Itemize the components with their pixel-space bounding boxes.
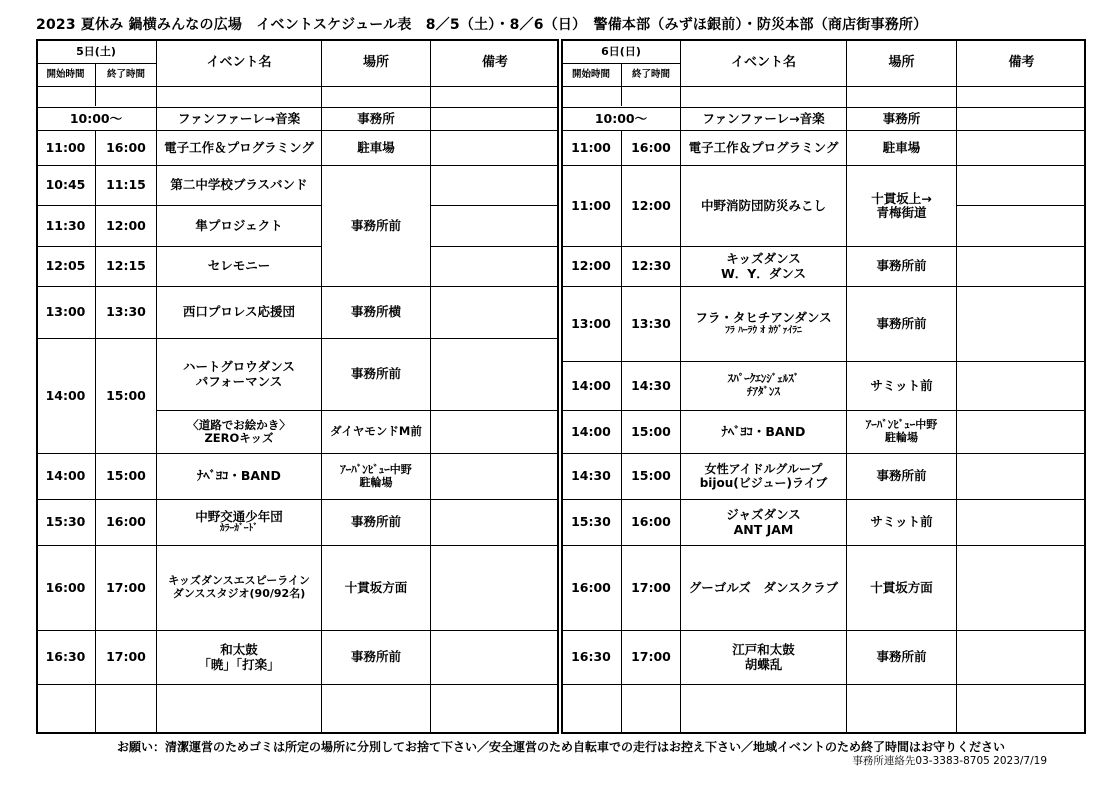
grid-line [430, 205, 559, 206]
end-cell: 11:15 [106, 177, 146, 193]
event-subname: ｶﾗｰｶﾞｰﾄﾞ [219, 523, 258, 535]
event-name: フラ・タヒチアンダンス [695, 310, 832, 326]
start-cell: 11:00 [571, 197, 611, 213]
footer-contact: 事務所連絡先03-3383-8705 2023/7/19 [852, 755, 1047, 767]
start-cell: 15:30 [571, 514, 611, 530]
place-cell: 十貫坂上→ 青梅街道 [871, 190, 932, 220]
start-cell: 13:00 [571, 315, 611, 331]
place-cell: 事務所前 [350, 366, 401, 382]
place-cell: サミット前 [870, 377, 933, 393]
grid-line [561, 86, 1086, 87]
end-cell: 17:00 [631, 579, 671, 595]
place-cell: 事務所 [357, 110, 395, 126]
start-time-header: 開始時間 [571, 68, 610, 80]
event-cell: 電子工作＆プログラミング [688, 139, 839, 155]
start-cell: 16:30 [571, 649, 611, 665]
end-cell: 12:30 [631, 258, 671, 274]
end-cell: 12:00 [106, 217, 146, 233]
event-cell: キッズダンス W．Y．ダンス [720, 251, 807, 281]
event-cell: 電子工作＆プログラミング [164, 139, 314, 155]
schedule-title: 2023 夏休み 鍋横みんなの広場 イベントスケジュール表 8／5（土）・8／6（日） 警備本部（みずほ銀前）・防災本部（商店街事務所） [36, 17, 928, 33]
start-cell: 14:00 [571, 423, 611, 439]
end-cell: 13:30 [631, 315, 671, 331]
start-cell: 11:00 [45, 139, 86, 155]
time-cell: 10:00～ [594, 110, 648, 126]
end-cell: 17:00 [631, 649, 671, 665]
end-cell: 15:00 [631, 423, 671, 439]
place-header: 場所 [888, 55, 915, 71]
event-cell: 女性アイドルグループ bijou(ビジュー)ライブ [699, 461, 828, 490]
event-cell: 中野消防団防災みこし [700, 197, 826, 213]
event-cell: ﾅﾍﾞﾖｺ・BAND [197, 468, 281, 484]
grid-line [621, 87, 622, 106]
end-cell: 15:00 [106, 387, 146, 403]
place-cell: 事務所前 [876, 649, 927, 665]
start-cell: 11:30 [45, 217, 86, 233]
note-header: 備考 [1008, 55, 1035, 71]
end-cell: 16:00 [631, 139, 671, 155]
event-cell: セレモニー [207, 258, 271, 274]
end-cell: 12:15 [106, 258, 146, 274]
event-name: 中野交通少年団 [195, 508, 283, 524]
place-cell: 駐車場 [882, 139, 921, 155]
start-cell: 12:00 [571, 258, 611, 274]
grid-line [430, 246, 559, 247]
day5-header: 5日(土) [76, 44, 116, 58]
event-cell: 隼プロジェクト [195, 217, 283, 233]
place-cell: サミット前 [870, 514, 933, 530]
footer-request-note: お願い：清潔運営のためゴミは所定の場所に分別してお捨て下さい／安全運営のため自転車での走行はお控え下さい／地域イベントのため終了時間はお守りください [116, 740, 1005, 754]
start-cell: 16:30 [45, 649, 86, 665]
start-time-header: 開始時間 [46, 68, 85, 80]
place-cell: 十貫坂方面 [344, 579, 408, 595]
place-cell: ダイヤモンドM前 [330, 424, 422, 439]
start-cell: 14:00 [45, 468, 86, 484]
time-cell: 10:00～ [69, 110, 123, 126]
event-name-header: イベント名 [730, 55, 796, 71]
start-cell: 14:00 [45, 387, 86, 403]
event-cell: ジャズダンス ANT JAM [726, 507, 801, 537]
event-cell: ハートグロウダンス パフォーマンス [183, 359, 295, 389]
event-name-header: イベント名 [206, 55, 272, 71]
grid-line [95, 87, 96, 106]
day6-header: 6日(日) [601, 44, 641, 58]
end-time-header: 終了時間 [106, 68, 145, 80]
place-cell: ｱｰﾊﾞﾝﾋﾞｭｰ中野 駐輪場 [340, 462, 412, 489]
end-cell: 13:30 [106, 304, 146, 320]
place-header: 場所 [362, 55, 389, 71]
end-cell: 14:30 [631, 377, 671, 393]
end-cell: 16:00 [106, 139, 146, 155]
end-cell: 16:00 [631, 514, 671, 530]
place-cell: ｱｰﾊﾞﾝﾋﾞｭｰ中野 駐輪場 [865, 418, 938, 444]
place-cell: 事務所前 [350, 649, 401, 665]
event-cell: 和太鼓 「暁」「打楽」 [198, 642, 280, 672]
place-cell: 事務所横 [350, 304, 401, 320]
event-cell [157, 500, 321, 545]
start-cell: 14:30 [571, 468, 611, 484]
end-time-header: 終了時間 [631, 68, 670, 80]
end-cell: 16:00 [106, 514, 146, 530]
event-cell: ファンファーレ→音楽 [702, 110, 825, 126]
end-cell: 17:00 [106, 579, 146, 595]
start-cell: 16:00 [571, 579, 611, 595]
event-cell: 第二中学校ブラスバンド [170, 177, 308, 193]
event-cell: キッズダンスエスピーライン ダンススタジオ(90/92名) [168, 574, 310, 600]
place-cell: 十貫坂方面 [870, 579, 933, 595]
event-cell: ファンファーレ→音楽 [177, 110, 301, 126]
event-cell: グーゴルズ ダンスクラブ [688, 579, 839, 595]
note-header: 備考 [481, 55, 508, 71]
end-cell: 15:00 [106, 468, 146, 484]
grid-line [36, 86, 559, 87]
event-cell [681, 287, 846, 361]
place-cell: 事務所前 [876, 258, 927, 274]
grid-line [956, 205, 1086, 206]
start-cell: 16:00 [45, 579, 86, 595]
place-cell: 事務所前 [876, 315, 927, 331]
event-cell: 西口プロレス応援団 [182, 304, 296, 320]
end-cell: 15:00 [631, 468, 671, 484]
start-cell: 11:00 [571, 139, 611, 155]
place-cell: 事務所前 [876, 468, 927, 484]
start-cell: 14:00 [571, 377, 611, 393]
grid-line [36, 684, 559, 685]
place-cell: 事務所 [882, 110, 921, 126]
end-cell: 12:00 [631, 197, 671, 213]
event-cell: ﾅﾍﾞﾖｺ・BAND [721, 423, 806, 439]
event-cell: 江戸和太鼓 胡蝶乱 [732, 642, 795, 672]
place-cell: 駐車場 [357, 139, 395, 155]
grid-line [561, 684, 1086, 685]
end-cell: 17:00 [106, 649, 146, 665]
start-cell: 10:45 [45, 177, 86, 193]
start-cell: 13:00 [45, 304, 86, 320]
event-subname: ﾌﾗ ﾊｰﾗｳ ｵ ｶｳﾞｧｲﾗﾆ [725, 324, 802, 336]
start-cell: 15:30 [45, 514, 86, 530]
start-cell: 12:05 [45, 258, 86, 274]
event-cell: ｽﾊﾟｰｸｴﾝｼﾞｪﾙｽﾞ ﾁｱﾀﾞﾝｽ [727, 372, 800, 398]
place-cell: 事務所前 [350, 514, 401, 530]
event-cell: 〈道路でお絵かき〉 ZEROキッズ [187, 417, 291, 445]
place-cell: 事務所前 [350, 217, 401, 233]
